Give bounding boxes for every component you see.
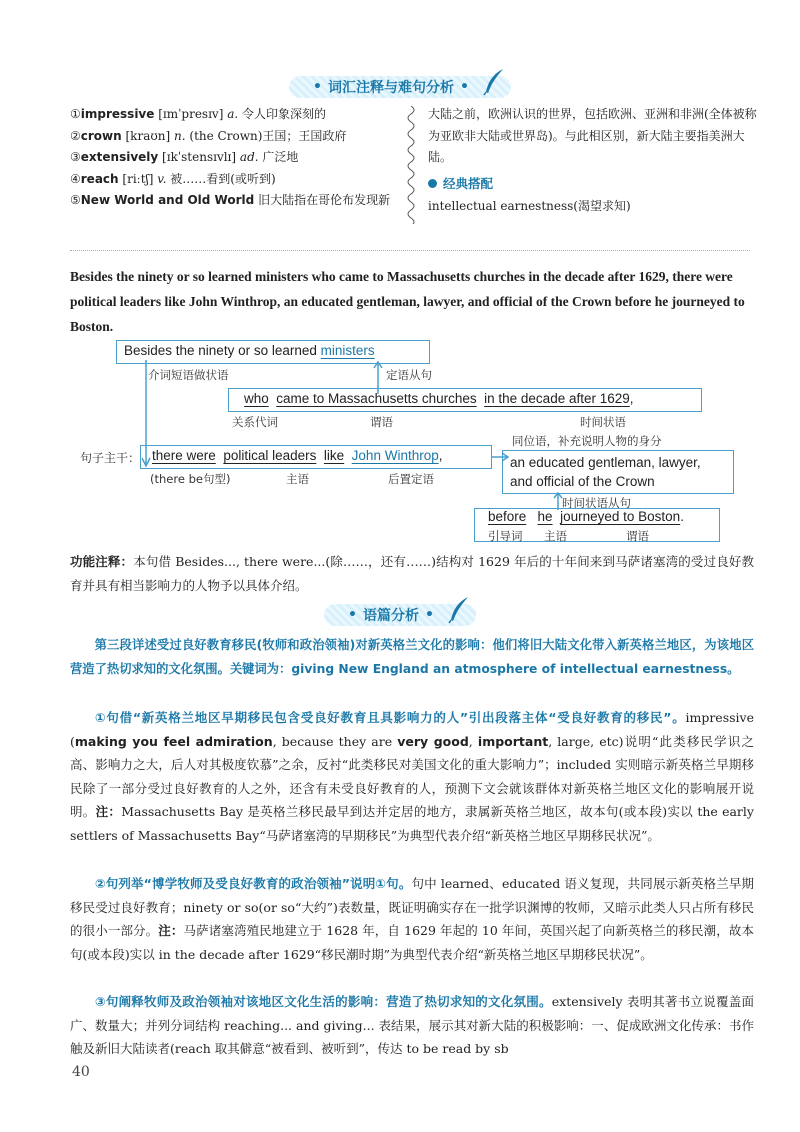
diagram-box-time-clause (474, 508, 720, 542)
glossary-entry: ①impressive [ɪmˈpresɪv] a. 令人印象深刻的 (70, 107, 327, 121)
label-time-adverbial: 时间状语 (580, 415, 626, 429)
label-predicate-2: 谓语 (626, 529, 649, 543)
page-number: 40 (72, 1064, 90, 1080)
label-time-clause: 时间状语从句 (562, 496, 631, 510)
label-prep-phrase: 介词短语做状语 (148, 368, 229, 382)
diagram-box-relative-clause (228, 388, 702, 412)
label-attributive-clause: 定语从句 (386, 368, 432, 382)
glossary-right-column (428, 104, 758, 218)
label-conjunction: 引导词 (488, 529, 523, 543)
glossary-entry: ③extensively [ɪkˈstensɪvlɪ] ad. 广泛地 (70, 150, 299, 164)
collocation-item: intellectual earnestness(渴望求知) (428, 199, 631, 213)
collocation-heading: 经典搭配 (428, 173, 758, 195)
spiral-divider-icon (403, 106, 419, 224)
banner-title: 语篇分析 (363, 608, 419, 624)
bullet-icon (428, 179, 437, 188)
discourse-point-3: ③句阐释牧师及政治领袖对该地区文化生活的影响：营造了热切求知的文化氛围。extensively 表明其著书立说覆盖面广、数量大；并列分词结构 reaching... and giving... 表结果，展示其对新大陆的积极影响：一、促成欧洲文化传承：书作触及新旧大陆读者(reach 取其僻意“被看到、被听到”，传达 to be read by sb (70, 994, 754, 1056)
john-winthrop: John Winthrop (351, 448, 439, 463)
function-note: 功能注释：本句借 Besides..., there were...(除……，还有……)结构对 1629 年后的十年间来到马萨诸塞湾的受过良好教育并具有相当影响力的人物予以具体介绍。 (70, 554, 754, 593)
label-subject: 主语 (286, 472, 309, 486)
discourse-point-2: ②句列举“博学牧师及受良好教育的政治领袖”说明①句。句中 learned、educated 语义复现，共同展示新英格兰早期移民受过良好教育；ninety or so(or so“大约”)表数量，既证明确实存在一批学识渊博的牧师，又暗示此类人只占所有移民的很小一部分。注：马萨诸塞湾殖民地建立于 1628 年，自 1629 年起的 10 年间，英国兴起了向新英格兰的移民潮，故本句(或本段)实以 in the decade after 1629“移民潮时期”为典型代表介绍“新英格兰地区早期移民状况”。 (70, 876, 754, 962)
antecedent-ministers: ministers (320, 343, 375, 358)
quill-pen-icon (448, 596, 470, 624)
diagram-box-appositive (502, 450, 734, 494)
banner-title: 词汇注释与难句分析 (328, 80, 454, 96)
dotted-divider (70, 250, 750, 251)
glossary-left-column (70, 104, 400, 212)
label-there-be: (there be句型) (150, 472, 231, 486)
quill-pen-icon (483, 68, 505, 96)
label-post-modifier: 后置定语 (388, 472, 434, 486)
glossary-entry: ④reach [riːtʃ] v. 被……看到(或听到) (70, 171, 276, 186)
key-sentence: Besides the ninety or so learned ministers who came to Massachusetts churches in the decade after 1629, there were political leaders like John Winthrop, an educated gentleman, lawyer, and official of the Crown before he journeyed to Boston. (70, 269, 745, 334)
sentence-diagram: Besides the ninety or so learned ministers 介词短语做状语 定语从句 who came to Massachusetts churches in the decade after 1629, 关系代词 谓语 时间状语 句子主干： there were political leaders like John Winthrop, (there be句型) 主语 后置定语 同位语，补充说明人物的身分 an educated gentleman, lawyer, and official of the Crown 时间状语从句 before he journeyed to Boston. 引导词 主语 谓语 (0, 0, 800, 1132)
glossary-continued: 大陆之前，欧洲认识的世界，包括欧洲、亚洲和非洲(全体被称为亚欧非大陆或世界岛)。与此相区别，新大陆主要指美洲大陆。 (428, 107, 757, 164)
label-appositive: 同位语，补充说明人物的身分 (512, 434, 662, 448)
label-relative-pronoun: 关系代词 (232, 415, 278, 429)
section-banner-discourse: • 语篇分析 • (324, 604, 476, 626)
glossary-entry: ⑤New World and Old World 旧大陆指在哥伦布发现新 (70, 193, 391, 207)
label-main-clause: 句子主干： (80, 451, 141, 465)
section-banner-vocab: • 词汇注释与难句分析 • (289, 76, 511, 98)
glossary-entry: ②crown [kraʊn] n. (the Crown)王国；王国政府 (70, 128, 347, 143)
diagram-box-prep-phrase (116, 340, 430, 364)
label-subject-2: 主语 (544, 529, 567, 543)
diagram-box-main-clause (140, 445, 492, 469)
label-predicate: 谓语 (370, 415, 393, 429)
discourse-summary: 第三段详述受过良好教育移民(牧师和政治领袖)对新英格兰文化的影响：他们将旧大陆文化带入新英格兰地区，为该地区营造了热切求知的文化氛围。关键词为：giving New England an atmosphere of intellectual earnestness。 (70, 638, 754, 676)
discourse-point-1: ①句借“新英格兰地区早期移民包含受良好教育且具影响力的人”引出段落主体“受良好教育的移民”。impressive (making you feel admiration, because they are very good, important, large, etc)说明“此类移民学识之高、影响力之大，后人对其极度钦慕”之余，反衬“此类移民对美国文化的重大影响力”；included 实则暗示新英格兰早期移民除了一部分受过良好教育的人之外，还含有未受良好教育的人，预测下文会就该群体对新英格兰地区文化的影响展开说明。注：Massachusetts Bay 是英格兰移民最早到达并定居的地方，隶属新英格兰地区，故本句(或本段)实以 the early settlers of Massachusetts Bay“马萨诸塞湾的早期移民”为典型代表介绍“新英格兰地区早期移民状况”。 (70, 710, 754, 843)
